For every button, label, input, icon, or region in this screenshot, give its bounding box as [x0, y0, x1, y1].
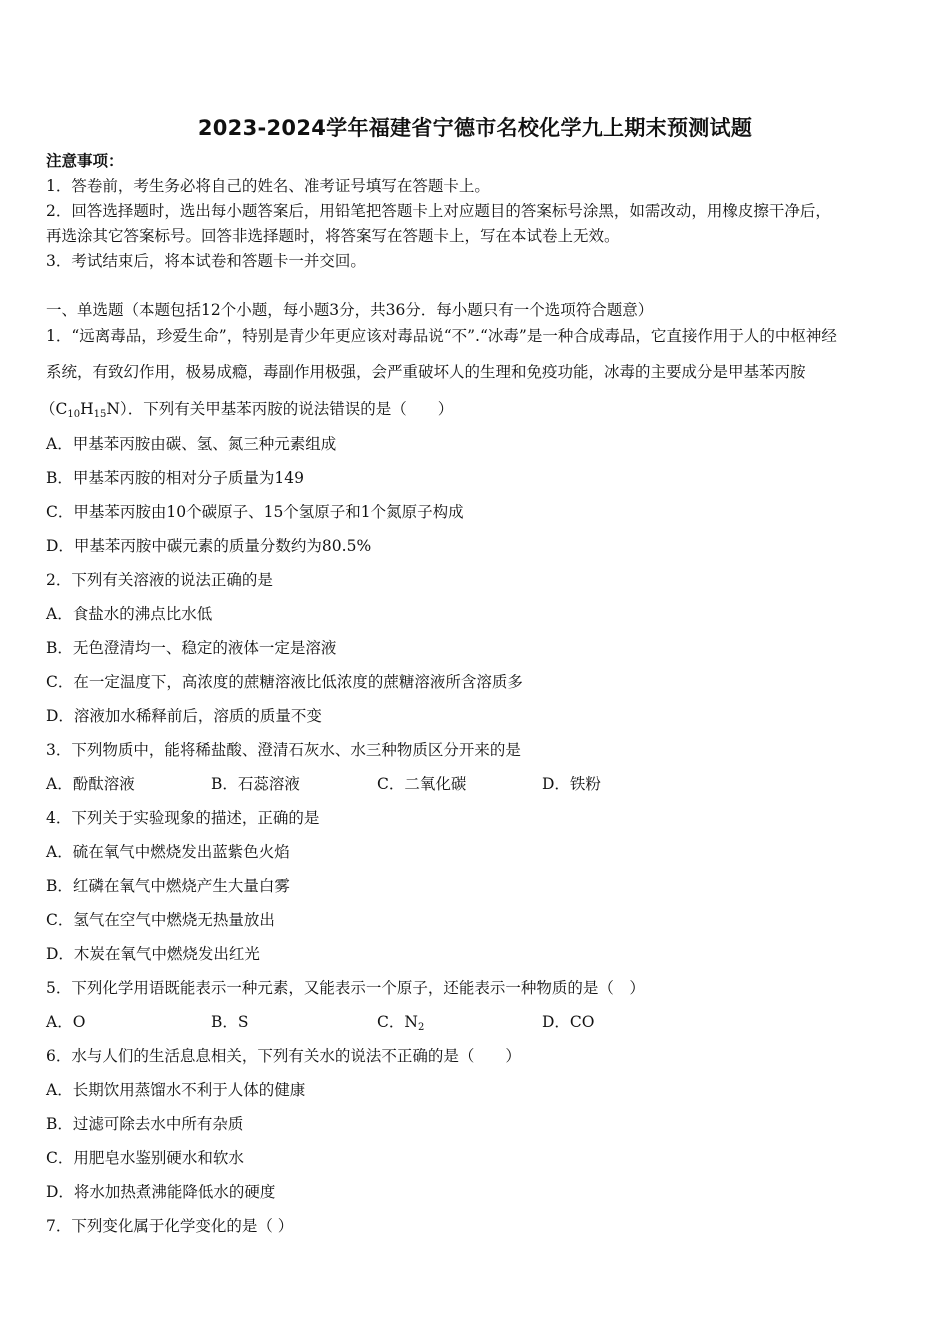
q3-option-d: D．铁粉	[542, 775, 601, 793]
q5-option-b: B．S	[211, 1013, 249, 1031]
q4-option-b: B．红磷在氧气中燃烧产生大量白雾	[46, 877, 290, 895]
q5-option-c	[377, 1012, 424, 1032]
q4-option-d: D．木炭在氧气中燃烧发出红光	[46, 945, 260, 963]
q6-stem: 6．水与人们的生活息息相关，下列有关水的说法不正确的是（ ）	[46, 1047, 521, 1065]
q4-option-c: C．氢气在空气中燃烧无热量放出	[46, 911, 275, 929]
q4-option-a: A．硫在氧气中燃烧发出蓝紫色火焰	[46, 843, 290, 861]
notice-heading: 注意事项：	[46, 151, 124, 170]
q1-formula-h: H	[80, 400, 94, 418]
q6-option-b: B．过滤可除去水中所有杂质	[46, 1115, 244, 1133]
page-title: 2023-2024学年福建省宁德市名校化学九上期末预测试题	[197, 116, 753, 140]
q2-option-a: A．食盐水的沸点比水低	[46, 605, 213, 623]
q2-option-d: D．溶液加水稀释前后，溶质的质量不变	[46, 707, 322, 725]
q5-option-a: A．O	[46, 1013, 86, 1031]
q1-stem-line: 系统，有致幻作用，极易成瘾，毒副作用极强，会严重破坏人的生理和免疫功能，冰毒的主要成分是甲基苯丙胺	[46, 363, 806, 381]
q6-option-a: A．长期饮用蒸馏水不利于人体的健康	[46, 1081, 306, 1099]
section-heading: 一、单选题（本题包括12个小题，每小题3分，共36分．每小题只有一个选项符合题意）	[46, 301, 654, 319]
q6-option-d: D．将水加热煮沸能降低水的硬度	[46, 1183, 276, 1201]
q5-option-c-sub: 2	[417, 1022, 425, 1033]
q2-option-c: C．在一定温度下，高浓度的蔗糖溶液比低浓度的蔗糖溶液所含溶质多	[46, 673, 523, 691]
q5-option-d: D．CO	[542, 1013, 595, 1031]
q2-option-b: B．无色澄清均一、稳定的液体一定是溶液	[46, 639, 337, 657]
q7-stem: 7．下列变化属于化学变化的是（ ）	[46, 1217, 294, 1235]
q5-stem: 5．下列化学用语既能表示一种元素，又能表示一个原子，还能表示一种物质的是（ ）	[46, 979, 645, 997]
q1-option-b: B．甲基苯丙胺的相对分子质量为149	[46, 469, 304, 487]
q1-formula-sub-h: 15	[93, 409, 107, 420]
q3-option-a: A．酚酞溶液	[46, 775, 135, 793]
q1-formula-sub-c: 10	[67, 409, 81, 420]
q1-option-c: C．甲基苯丙胺由10个碳原子、15个氢原子和1个氮原子构成	[46, 503, 464, 521]
notice-item: 3．考试结束后，将本试卷和答题卡一并交回。	[46, 252, 366, 270]
q1-formula-rest: N）．下列有关甲基苯丙胺的说法错误的是（ ）	[106, 400, 454, 418]
q1-option-a: A．甲基苯丙胺由碳、氢、氮三种元素组成	[46, 435, 337, 453]
q4-stem: 4．下列关于实验现象的描述，正确的是	[46, 809, 320, 827]
q2-stem: 2．下列有关溶液的说法正确的是	[46, 571, 273, 589]
notice-item: 再选涂其它答案标号。回答非选择题时，将答案写在答题卡上，写在本试卷上无效。	[46, 227, 620, 245]
q3-option-b: B．石蕊溶液	[211, 775, 300, 793]
q1-stem-line: 1．“远离毒品，珍爱生命”，特别是青少年更应该对毒品说“不”.“冰毒”是一种合成毒品，它直接作用于人的中枢神经	[46, 327, 837, 345]
q1-stem-formula-line	[40, 399, 910, 419]
q3-stem: 3．下列物质中，能将稀盐酸、澄清石灰水、水三种物质区分开来的是	[46, 741, 521, 759]
notice-item: 1．答卷前，考生务必将自己的姓名、准考证号填写在答题卡上。	[46, 177, 490, 195]
q1-option-d: D．甲基苯丙胺中碳元素的质量分数约为80.5%	[46, 537, 372, 555]
q6-option-c: C．用肥皂水鉴别硬水和软水	[46, 1149, 244, 1167]
notice-item: 2．回答选择题时，选出每小题答案后，用铅笔把答题卡上对应题目的答案标号涂黑，如需改动，用橡皮擦干净后，	[46, 202, 831, 220]
q1-formula-open: （C	[40, 400, 68, 418]
q5-option-c-text: C．N	[377, 1013, 418, 1031]
q3-option-c: C．二氧化碳	[377, 775, 467, 793]
